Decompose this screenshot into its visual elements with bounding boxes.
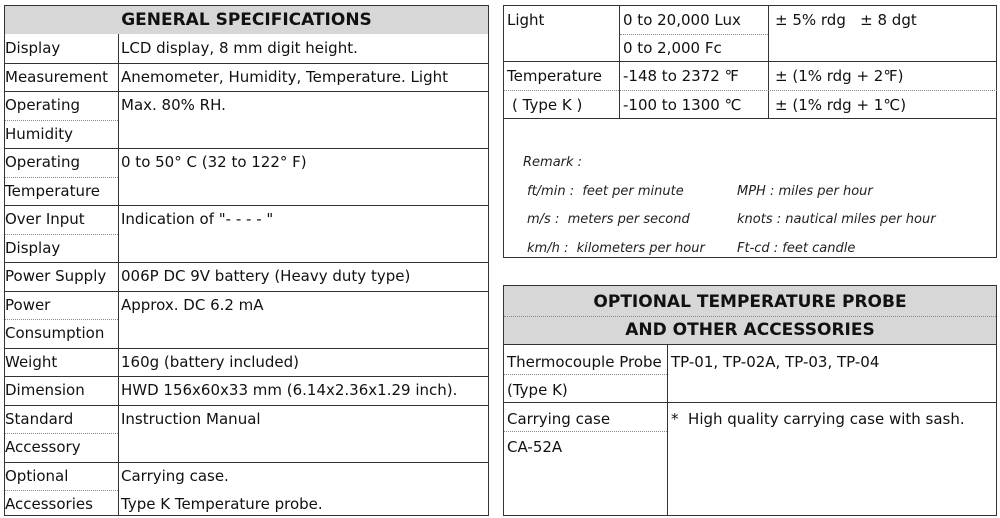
- light-accuracy: ± 5% rdg ± 8 dgt: [775, 11, 917, 29]
- temperature-label: Temperature: [507, 67, 603, 85]
- spec-label: Consumption: [5, 324, 105, 342]
- probe-value: TP-01, TP-02A, TP-03, TP-04: [671, 353, 880, 371]
- light-range-fc: 0 to 2,000 Fc: [623, 39, 722, 57]
- spec-value: Type K Temperature probe.: [121, 495, 323, 513]
- remark-left-2: m/s : meters per second: [527, 212, 690, 227]
- optional-title-line-2: AND OTHER ACCESSORIES: [625, 320, 875, 340]
- remark-left-1: ft/min : feet per minute: [527, 184, 684, 199]
- temperature-accuracy-f: ± (1% rdg + 2℉): [775, 67, 904, 85]
- spec-label: Accessory: [5, 438, 81, 456]
- case-label-1: Carrying case: [507, 410, 611, 428]
- spec-label: Standard: [5, 409, 74, 428]
- case-label-2: CA-52A: [507, 438, 563, 456]
- spec-label: Temperature: [5, 181, 101, 200]
- spec-row-line: [5, 462, 489, 463]
- general-spec-title: GENERAL SPECIFICATIONS: [121, 10, 372, 30]
- spec-label: Display: [5, 238, 61, 257]
- probe-row-bottom-line: [504, 402, 997, 403]
- probe-label-1: Thermocouple Probe: [507, 353, 662, 371]
- spec-label: Operating: [5, 153, 80, 171]
- spec-label: Dimension: [5, 381, 85, 399]
- remark-left-3: km/h : kilometers per hour: [527, 241, 705, 256]
- remark-right-1: MPH : miles per hour: [737, 184, 873, 199]
- spec-label: Display: [5, 39, 61, 57]
- spec-value: 0 to 50° C (32 to 122° F): [121, 153, 307, 171]
- temperature-accuracy-c: ± (1% rdg + 1℃): [775, 96, 907, 114]
- optional-title-line-1: OPTIONAL TEMPERATURE PROBE: [593, 292, 907, 312]
- spec-label: Over Input: [5, 210, 85, 228]
- case-value: * High quality carrying case with sash.: [671, 410, 965, 428]
- spec-label: Accessories: [5, 495, 93, 513]
- spec-value: Instruction Manual: [121, 409, 261, 428]
- spec-value: 006P DC 9V battery (Heavy duty type): [121, 267, 411, 285]
- spec-value: HWD 156x60x33 mm (6.14x2.36x1.29 inch).: [121, 381, 458, 399]
- spec-label: Power: [5, 295, 51, 314]
- spec-label: Power Supply: [5, 267, 107, 285]
- spec-value: Max. 80% RH.: [121, 96, 226, 114]
- spec-value: Anemometer, Humidity, Temperature. Light: [121, 67, 448, 86]
- spec-value: LCD display, 8 mm digit height.: [121, 39, 358, 57]
- spec-label: Measurement: [5, 67, 108, 86]
- temperature-range-f: -148 to 2372 ℉: [623, 67, 739, 85]
- spec-label: Operating: [5, 96, 80, 114]
- spec-value: Carrying case.: [121, 466, 229, 485]
- spec-value: Indication of "- - - - ": [121, 210, 274, 228]
- light-label: Light: [507, 11, 545, 29]
- remark-title: Remark :: [523, 155, 583, 170]
- light-range-lux: 0 to 20,000 Lux: [623, 11, 741, 29]
- optional-header-bottom-line: [504, 344, 997, 345]
- optional-accessories-header: [504, 286, 996, 344]
- temperature-type-label: ( Type K ): [512, 96, 583, 114]
- probe-label-2: (Type K): [507, 381, 568, 399]
- spec-label: Weight: [5, 352, 58, 371]
- spec-label: Humidity: [5, 124, 74, 143]
- spec-label: Optional: [5, 466, 69, 485]
- remark-right-2: knots : nautical miles per hour: [737, 212, 936, 227]
- spec-value: Approx. DC 6.2 mA: [121, 295, 264, 314]
- measure-divider-2: [768, 6, 769, 118]
- spec-value: 160g (battery included): [121, 352, 300, 371]
- general-spec-header: [5, 6, 488, 34]
- temperature-range-c: -100 to 1300 ℃: [623, 96, 742, 114]
- remark-right-3: Ft-cd : feet candle: [737, 241, 856, 256]
